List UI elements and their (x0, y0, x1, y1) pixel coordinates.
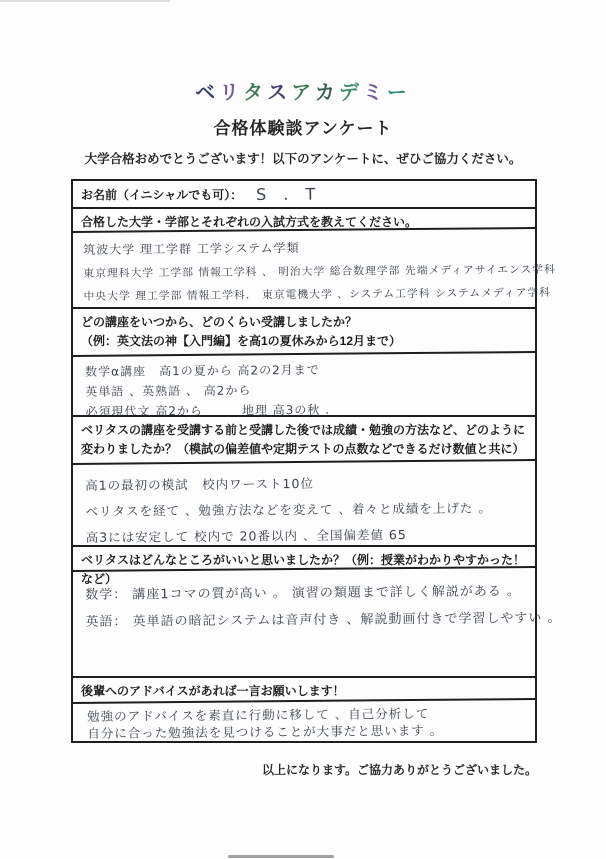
answer-courses (73, 351, 536, 419)
handwritten-line: 数学α講座 高1の夏から 高2の2月まで (85, 362, 320, 379)
answer-results (73, 459, 536, 545)
logo-char: カ (314, 82, 339, 104)
handwritten-line: 勉強のアドバイスを素直に行動に移して 、自己分析して (87, 705, 430, 724)
scan-artifact-bottom (228, 855, 334, 858)
intro-text: 大学合格おめでとうございます！以下のアンケートに、ぜひご協力ください。 (84, 152, 522, 166)
name-label: お名前（イニシャルでも可）： (81, 187, 243, 202)
handwritten-line: 高1の最初の模試 校内ワースト10位 (85, 475, 314, 493)
logo-char: デ (338, 82, 363, 104)
handwritten-line: ベリタスを経て 、勉強方法などを変えて 、着々と成績を上げた 。 (85, 500, 492, 519)
name-handwritten-value: S . T (256, 183, 322, 204)
question-text: ベリタスの講座を受講する前と受講した後では成績・勉強の方法など、どのように (81, 423, 526, 437)
logo-char: ベ (195, 82, 220, 104)
logo-char: タ (243, 82, 268, 104)
handwritten-line: 必須現代文 高2から 地理 高3の秋 . (85, 402, 331, 419)
answer-universities (73, 227, 556, 307)
question-text: ベリタスはどんなところがいいと思いましたか？（例：授業がわかりやすかった！など） (81, 553, 526, 587)
question-text: どの講座をいつから、どのくらい受講しましたか？ (81, 315, 358, 329)
question-courses (73, 307, 535, 355)
page-title: 合格体験談アンケート (213, 119, 393, 138)
handwritten-line: 英単語 、英熟語 、 高2から (85, 383, 252, 399)
name-row (73, 181, 535, 207)
logo-char: ー (386, 82, 411, 104)
logo-char: ア (291, 82, 315, 104)
handwritten-line: 筑波大学 理工学群 工学システム学類 (83, 241, 300, 257)
logo-char: ミ (362, 82, 387, 104)
question-example-text: （例：英文法の神【入門編】を高1の夏休みから12月まで） (81, 334, 402, 349)
question-results (73, 415, 535, 463)
survey-table (71, 179, 562, 743)
logo-char: リ (219, 82, 244, 104)
handwritten-line: 英語： 英単語の暗記システムは音声付き 、解説動画付きで学習しやすい 。 (85, 610, 562, 630)
veritas-academy-logo (0, 76, 606, 105)
scan-artifact-top (0, 0, 170, 2)
question-text: 変わりましたか？（模試の偏差値や定期テストの点数などできるだけ数値と共に） (81, 442, 525, 457)
handwritten-line: 数学： 講座1コマの質が高い 。 演習の類題まで詳しく解説がある 。 (85, 584, 522, 603)
answer-good-points (73, 566, 562, 676)
question-text: 後輩へのアドバイスがあれば一言お願いします！ (81, 684, 345, 698)
answer-advice (73, 698, 535, 741)
question-text: 合格した大学・学部とそれぞれの入試方式を教えてください。 (81, 215, 418, 229)
handwritten-line: 中央大学 理工学部 情報工学科． 東京電機大学 、システム工学科 システムメディア学科 (83, 285, 552, 303)
closing-text: 以上になります。ご協力ありがとうございました。 (261, 763, 537, 777)
handwritten-line: 東京理科大学 工学部 情報工学科 、 明治大学 総合数理学部 先端メディアサイエンス学科 (83, 262, 556, 280)
logo-char: ス (267, 82, 292, 104)
handwritten-line: 自分に合った勉強法を見つけることが大事だと思います 。 (87, 722, 444, 741)
handwritten-line: 高3には安定して 校内で 20番以内 、全国偏差値 65 (85, 527, 407, 545)
